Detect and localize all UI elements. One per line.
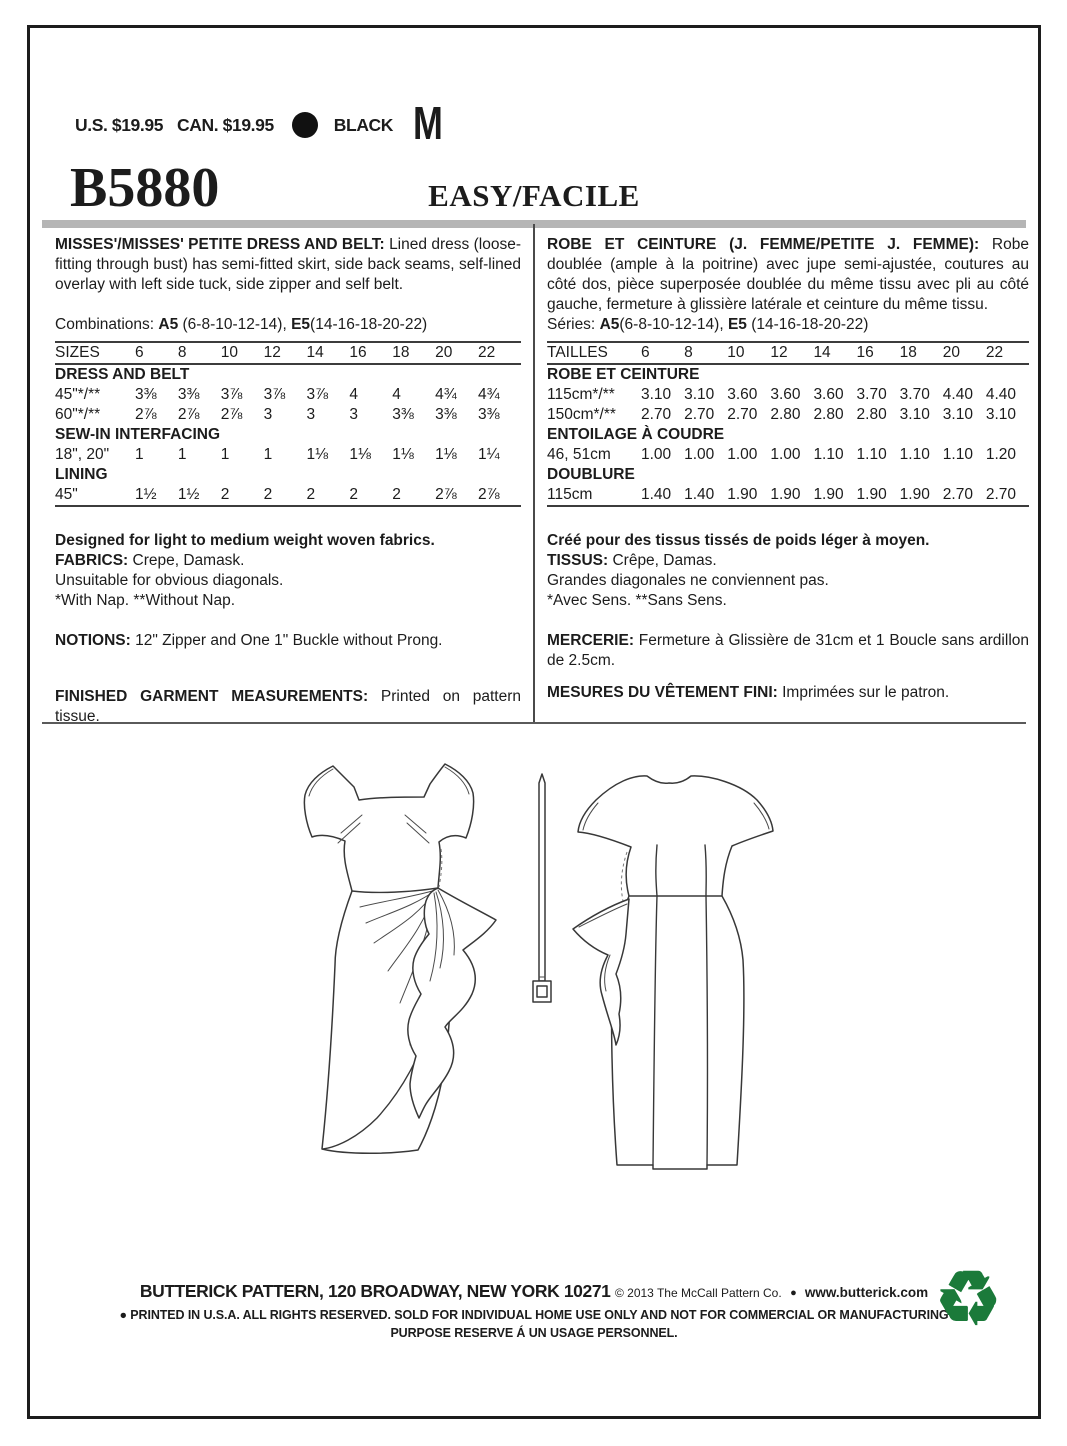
table-header-cell: 8	[177, 344, 187, 361]
paragraph: Créé pour des tissus tissés de poids léger à moyen.	[547, 532, 930, 549]
bullet-dot-icon: ●	[790, 1287, 797, 1299]
table-value-cell: 1	[220, 446, 230, 463]
table-section-label: ROBE ET CEINTURE	[547, 366, 700, 383]
dress-back-illustration	[565, 768, 767, 1172]
table-value-cell: 1.90	[899, 486, 930, 503]
table-header-cell: 6	[135, 344, 144, 361]
table-value-cell: 3.10	[641, 386, 672, 403]
pattern-number: B5880	[70, 157, 220, 219]
footer-copyright: © 2013 The McCall Pattern Co.	[614, 1286, 782, 1300]
table-value-cell: 1.20	[985, 446, 1017, 463]
table-value-cell: 1.10	[899, 446, 930, 463]
color-swatch-dot	[292, 112, 318, 138]
table-value-cell: 4	[349, 386, 358, 403]
table-header-cell: 12	[263, 344, 281, 361]
table-data-row	[55, 485, 521, 506]
table-value-cell: 4.40	[985, 386, 1017, 403]
table-header-cell: 18	[392, 344, 410, 361]
table-value-cell: 2.80	[813, 406, 844, 423]
price-line	[75, 97, 449, 149]
table-value-cell: 3.10	[985, 406, 1017, 423]
table-value-cell: 2.70	[985, 486, 1017, 503]
table-header-cell: 16	[856, 344, 874, 361]
table-section-label: LINING	[55, 466, 108, 483]
table-data-row	[547, 485, 1029, 506]
table-value-cell: 3⅜	[135, 386, 157, 403]
footer-usage-line: PURPOSE RESERVE Á UN USAGE PERSONNEL.	[390, 1326, 678, 1340]
yardage-table	[55, 341, 521, 507]
english-notions	[55, 631, 521, 651]
table-value-cell: 1.10	[856, 446, 887, 463]
paragraph: MESURES DU VÊTEMENT FINI: Imprimées sur le patron.	[547, 684, 950, 701]
table-value-cell: 2.70	[727, 406, 758, 423]
table-value-cell: 1.00	[770, 446, 801, 463]
paragraph: Designed for light to medium weight woven fabrics.	[55, 532, 435, 549]
table-header-row	[547, 342, 1029, 364]
table-section-label: ENTOILAGE À COUDRE	[547, 426, 725, 443]
table-value-cell: 2	[263, 486, 273, 503]
table-value-cell: 3.70	[856, 386, 887, 403]
table-header-cell: 18	[899, 344, 917, 361]
table-value-cell: 2	[306, 486, 316, 503]
table-section-row	[55, 465, 521, 485]
french-yardage-table-wrap	[547, 341, 1029, 507]
table-header-cell: 22	[478, 344, 496, 361]
french-series	[547, 315, 1029, 335]
table-data-row	[55, 405, 521, 425]
table-value-cell: 2.70	[641, 406, 672, 423]
table-header-cell: 14	[813, 344, 831, 361]
table-value-cell: 3	[349, 406, 358, 423]
french-mercerie	[547, 631, 1029, 671]
french-column	[547, 235, 1029, 703]
english-combinations	[55, 315, 521, 335]
table-value-cell: 4¾	[435, 386, 457, 403]
table-value-cell: 3.70	[899, 386, 930, 403]
table-value-cell: 2⅞	[177, 406, 200, 423]
dress-front-illustration	[262, 753, 504, 1165]
table-row-label: 46, 51cm	[547, 446, 611, 463]
footer-rights-line: ● PRINTED IN U.S.A. ALL RIGHTS RESERVED. SOLD FOR INDIVIDUAL HOME USE ONLY AND NOT FOR COMMERCIAL OR MANUFACTURING	[119, 1308, 949, 1322]
table-value-cell: 1⅛	[392, 446, 414, 463]
footer-publisher: BUTTERICK PATTERN, 120 BROADWAY, NEW YORK 10271	[139, 1281, 611, 1301]
table-value-cell: 2.70	[684, 406, 715, 423]
table-section-label: DOUBLURE	[547, 466, 635, 483]
table-value-cell: 1	[177, 446, 187, 463]
table-value-cell: 3⅜	[392, 406, 414, 423]
table-header-cell: 12	[770, 344, 788, 361]
table-value-cell: 1.10	[942, 446, 973, 463]
table-header-cell: 10	[220, 344, 238, 361]
table-header-cell: 14	[306, 344, 324, 361]
table-header-cell: TAILLES	[547, 344, 608, 361]
table-value-cell: 1.90	[770, 486, 801, 503]
table-value-cell: 2⅞	[435, 486, 457, 503]
paragraph: *With Nap. **Without Nap.	[55, 592, 236, 609]
table-row-label: 45"*/**	[55, 386, 101, 403]
table-data-row	[547, 445, 1029, 465]
table-value-cell: 2⅞	[478, 486, 500, 503]
table-value-cell: 3.60	[813, 386, 844, 403]
table-row-label: 45"	[55, 486, 78, 503]
table-value-cell: 1	[135, 446, 144, 463]
price-us: U.S. $19.95	[75, 114, 164, 135]
table-header-cell: 16	[349, 344, 367, 361]
table-value-cell: 3⅜	[435, 406, 457, 423]
table-value-cell: 3.10	[684, 386, 715, 403]
paragraph: Combinations: A5 (6-8-10-12-14), E5(14-16-18-20-22)	[55, 316, 428, 333]
column-divider	[533, 224, 535, 722]
table-value-cell: 2.80	[770, 406, 801, 423]
table-header-row	[55, 342, 521, 364]
table-value-cell: 1⅛	[349, 446, 371, 463]
color-label: BLACK	[333, 114, 394, 135]
table-value-cell: 3⅞	[306, 386, 329, 403]
table-value-cell: 1.10	[813, 446, 844, 463]
table-row-label: 18", 20"	[55, 446, 110, 463]
paragraph: ROBE ET CEINTURE (J. FEMME/PETITE J. FEMME): Robe doublée (ample à la poitrine) avec jupe semi-ajustée, coutures au côté dos, pièce superposée doublée du même tissu avec pli au côté gauche, fermeture à glissière latérale et ceinture du même tissu.	[547, 236, 1029, 313]
table-value-cell: 3	[306, 406, 316, 423]
paragraph: TISSUS: Crêpe, Damas.	[547, 552, 717, 569]
table-value-cell: 4¾	[478, 386, 500, 403]
table-value-cell: 3⅜	[478, 406, 500, 423]
paragraph: *Avec Sens. **Sans Sens.	[547, 592, 727, 609]
table-header-cell: SIZES	[55, 344, 100, 361]
table-value-cell: 2	[349, 486, 358, 503]
table-section-row	[547, 465, 1029, 485]
paragraph: Séries: A5(6-8-10-12-14), E5 (14-16-18-20-22)	[547, 316, 869, 333]
table-value-cell: 4.40	[942, 386, 973, 403]
table-value-cell: 3⅜	[177, 386, 200, 403]
table-value-cell: 3⅞	[263, 386, 286, 403]
price-can: CAN. $19.95	[177, 114, 274, 135]
table-header-cell: 8	[684, 344, 693, 361]
footer-address-line	[30, 1281, 1038, 1302]
paragraph: NOTIONS: 12" Zipper and One 1" Buckle without Prong.	[55, 632, 443, 649]
english-finished-measurements	[55, 687, 521, 727]
table-value-cell: 3.10	[899, 406, 930, 423]
difficulty-label: EASY/FACILE	[428, 178, 640, 213]
table-value-cell: 2.80	[856, 406, 887, 423]
table-value-cell: 1.00	[641, 446, 672, 463]
table-row-label: 150cm*/**	[547, 406, 616, 423]
paragraph: MISSES'/MISSES' PETITE DRESS AND BELT: Lined dress (loose-fitting through bust) has semi-fitted skirt, side back seams, self-lined overlay with left side tuck, side zipper and self belt.	[55, 236, 521, 293]
english-column	[55, 235, 521, 727]
table-header-cell: 20	[435, 344, 453, 361]
table-header-cell: 22	[985, 344, 1004, 361]
table-value-cell: 2.70	[942, 486, 973, 503]
table-value-cell: 1.40	[641, 486, 672, 503]
table-value-cell: 1	[263, 446, 273, 463]
footer-website: www.butterick.com	[804, 1285, 929, 1300]
table-value-cell: 3⅞	[220, 386, 243, 403]
table-section-row	[55, 425, 521, 445]
table-section-label: DRESS AND BELT	[55, 366, 190, 383]
mccall-brand-mark: M	[413, 97, 442, 149]
table-value-cell: 1.90	[727, 486, 758, 503]
english-yardage-table-wrap	[55, 341, 521, 507]
footer	[30, 1281, 1038, 1340]
table-data-row	[55, 385, 521, 405]
recycle-icon: ♻	[935, 1257, 1002, 1340]
table-row-label: 115cm*/**	[547, 386, 615, 403]
table-value-cell: 3.60	[727, 386, 758, 403]
paragraph: MERCERIE: Fermeture à Glissière de 31cm et 1 Boucle sans ardillon de 2.5cm.	[547, 632, 1029, 669]
table-value-cell: 1¼	[478, 446, 500, 463]
english-fabric-notes	[55, 531, 521, 611]
table-section-row	[55, 364, 521, 385]
paragraph: FINISHED GARMENT MEASUREMENTS: Printed on pattern tissue.	[55, 688, 521, 725]
belt-illustration	[529, 771, 555, 1011]
table-value-cell: 3.10	[942, 406, 973, 423]
table-value-cell: 2⅞	[135, 406, 157, 423]
table-section-label: SEW-IN INTERFACING	[55, 426, 221, 443]
table-header-cell: 20	[942, 344, 961, 361]
page-border-frame	[27, 25, 1041, 1419]
table-value-cell: 3	[263, 406, 273, 423]
table-data-row	[547, 385, 1029, 405]
paragraph: FABRICS: Crepe, Damask.	[55, 552, 245, 569]
table-section-row	[547, 425, 1029, 445]
french-fabric-notes	[547, 531, 1029, 611]
table-value-cell: 3.60	[770, 386, 801, 403]
table-data-row	[547, 405, 1029, 425]
table-value-cell: 1⅛	[435, 446, 457, 463]
english-description	[55, 235, 521, 295]
table-row-label: 60"*/**	[55, 406, 101, 423]
table-value-cell: 1½	[177, 486, 200, 503]
table-value-cell: 2	[220, 486, 230, 503]
paragraph: Grandes diagonales ne conviennent pas.	[547, 572, 829, 589]
table-value-cell: 1.40	[684, 486, 715, 503]
table-value-cell: 1½	[135, 486, 157, 503]
table-section-row	[547, 364, 1029, 385]
table-header-cell: 10	[727, 344, 745, 361]
french-description	[547, 235, 1029, 315]
table-value-cell: 2	[392, 486, 401, 503]
yardage-table	[547, 341, 1029, 507]
french-finished-measurements	[547, 683, 1029, 703]
table-value-cell: 4	[392, 386, 401, 403]
table-value-cell: 2⅞	[220, 406, 243, 423]
table-data-row	[55, 445, 521, 465]
table-value-cell: 1.00	[727, 446, 758, 463]
table-header-cell: 6	[641, 344, 650, 361]
table-value-cell: 1.90	[856, 486, 887, 503]
table-row-label: 115cm	[547, 486, 593, 503]
paragraph: Unsuitable for obvious diagonals.	[55, 572, 284, 589]
table-value-cell: 1.00	[684, 446, 715, 463]
table-value-cell: 1⅛	[306, 446, 329, 463]
table-value-cell: 1.90	[813, 486, 844, 503]
